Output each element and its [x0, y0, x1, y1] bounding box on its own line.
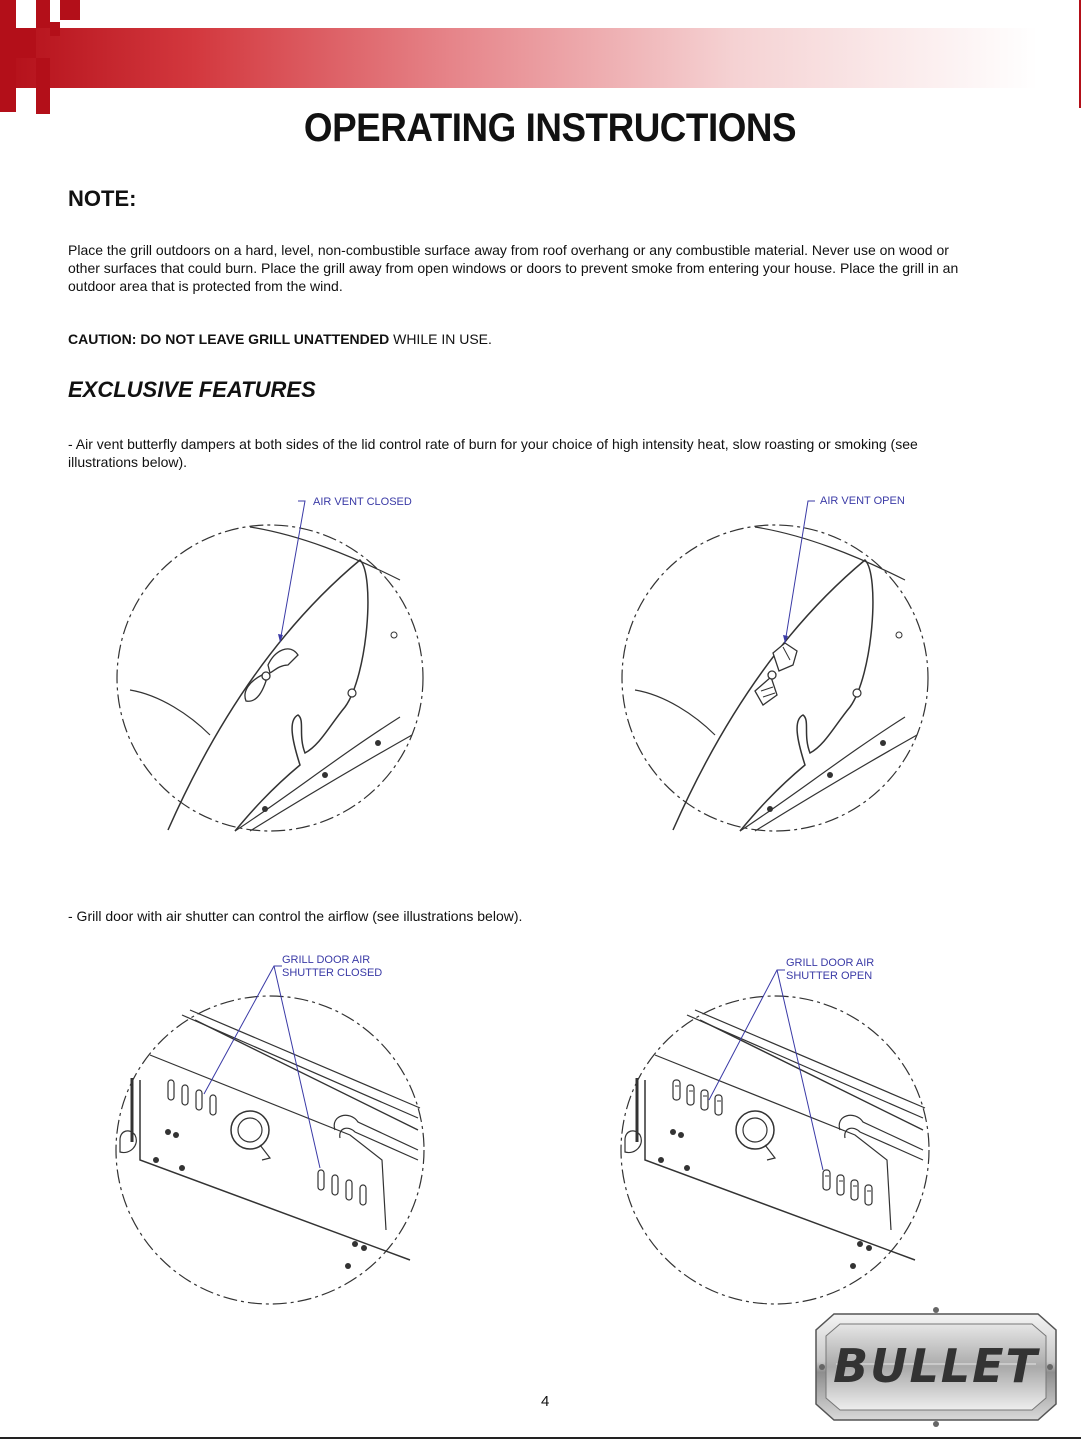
header-corner-block [50, 22, 60, 36]
note-paragraph [68, 241, 1028, 295]
vent-description-line: - Air vent butterfly dampers at both sides of the lid control rate of burn for your choice of high intensity heat, slow roasting or smoking (see [68, 436, 918, 452]
header-corner-block [0, 0, 16, 112]
features-heading: EXCLUSIVE FEATURES [68, 377, 316, 402]
header-gradient-band [0, 28, 1081, 88]
air-vent-open-illustration [605, 495, 945, 840]
note-line: other surfaces that could burn. Place the grill away from open windows or doors to prevent smoke from entering your house. Place the grill in an [68, 260, 959, 276]
bullet-logo [810, 1306, 1062, 1433]
header-corner-block [16, 28, 36, 58]
note-heading: NOTE: [68, 186, 137, 211]
shutter-closed-label-line: GRILL DOOR AIR [282, 954, 371, 966]
door-description: - Grill door with air shutter can control the airflow (see illustrations below). [68, 908, 523, 924]
shutter-closed-label [282, 954, 382, 980]
shutter-open-label [786, 957, 874, 983]
air-vent-closed-label: AIR VENT CLOSED [313, 496, 412, 508]
header-corner-block [36, 0, 50, 28]
vent-description-line: illustrations below). [68, 454, 188, 470]
logo-text: BULLET [833, 1339, 1039, 1393]
air-vent-closed-illustration [100, 495, 440, 840]
note-line: Place the grill outdoors on a hard, level, non-combustible surface away from roof overhang or any combustible material. Never use on wood or [68, 242, 949, 258]
grill-door-shutter-closed-illustration [100, 960, 440, 1310]
caution-strong-text: CAUTION: DO NOT LEAVE GRILL UNATTENDED [68, 331, 390, 347]
caution-line [68, 331, 492, 347]
vent-description [68, 435, 1028, 471]
page-number: 4 [541, 1393, 550, 1410]
header-corner-block [60, 0, 80, 20]
bottom-rule [0, 1437, 1081, 1439]
caution-rest-text: WHILE IN USE. [389, 331, 492, 347]
air-vent-open-label: AIR VENT OPEN [820, 495, 905, 507]
shutter-closed-label-line: SHUTTER CLOSED [282, 967, 383, 979]
shutter-open-label-line: SHUTTER OPEN [786, 970, 873, 982]
grill-door-shutter-open-illustration [605, 960, 945, 1310]
page-title: OPERATING INSTRUCTIONS [303, 106, 797, 150]
shutter-open-label-line: GRILL DOOR AIR [786, 957, 875, 969]
bullet-logo-badge [810, 1306, 1062, 1428]
note-line: outdoor area that is protected from the wind. [68, 278, 343, 294]
